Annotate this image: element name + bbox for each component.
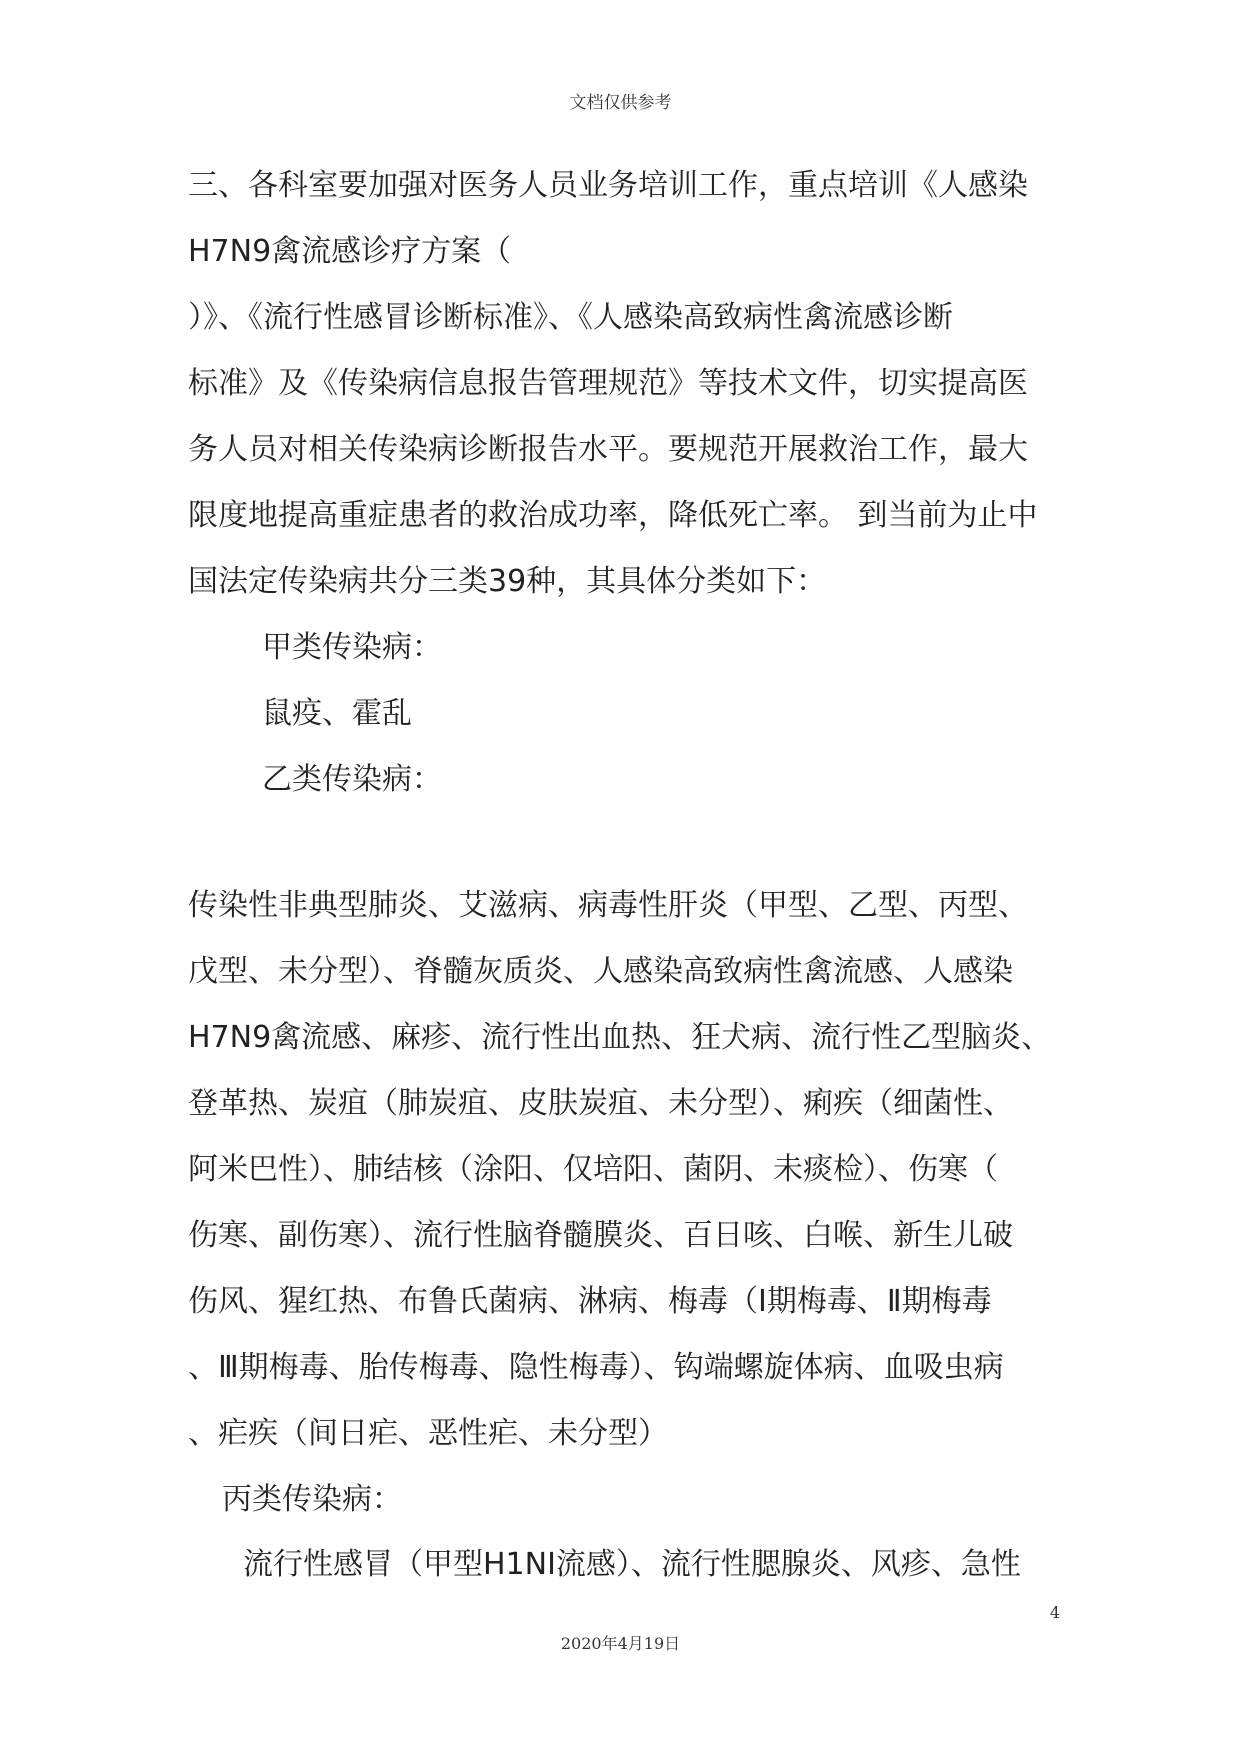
class-a-heading: 甲类传染病： bbox=[262, 630, 442, 665]
paragraph-line: 国法定传染病共分三类39种，其具体分类如下： bbox=[188, 564, 827, 599]
paragraph-line: 伤风、猩红热、布鲁氏菌病、淋病、梅毒（Ⅰ期梅毒、Ⅱ期梅毒 bbox=[188, 1284, 992, 1319]
paragraph-line: 限度地提高重症患者的救治成功率，降低死亡率。 到当前为止中 bbox=[188, 498, 1038, 533]
paragraph-line: 戊型、未分型）、脊髓灰质炎、人感染高致病性禽流感、人感染 bbox=[188, 954, 1013, 989]
class-b-heading: 乙类传染病： bbox=[262, 762, 442, 797]
paragraph-line: 、疟疾（间日疟、恶性疟、未分型） bbox=[188, 1416, 668, 1451]
class-c-content: 流行性感冒（甲型H1NI流感）、流行性腮腺炎、风疹、急性 bbox=[243, 1547, 1021, 1582]
class-c-heading: 丙类传染病： bbox=[222, 1482, 402, 1517]
section-intro bbox=[188, 153, 1058, 615]
paragraph-line: ）》、《流行性感冒诊断标准》、《人感染高致病性禽流感诊断 bbox=[188, 300, 953, 335]
page-number: 4 bbox=[1049, 1603, 1061, 1622]
paragraph-line: 标准》及《传染病信息报告管理规范》等技术文件，切实提高医 bbox=[188, 366, 1028, 401]
paragraph-line: 、Ⅲ期梅毒、胎传梅毒、隐性梅毒）、钩端螺旋体病、血吸虫病 bbox=[188, 1350, 1004, 1385]
paragraph-line: H7N9禽流感诊疗方案（ bbox=[188, 234, 512, 269]
paragraph-line: 登革热、炭疽（肺炭疽、皮肤炭疽、未分型）、痢疾（细菌性、 bbox=[188, 1086, 1013, 1121]
page-header: 文档仅供参考 bbox=[569, 93, 672, 113]
paragraph-line: 传染性非典型肺炎、艾滋病、病毒性肝炎（甲型、乙型、丙型、 bbox=[188, 888, 1028, 923]
class-a-block bbox=[262, 615, 1132, 813]
class-b-list bbox=[188, 873, 1058, 1467]
class-a-content: 鼠疫、霍乱 bbox=[262, 696, 412, 731]
paragraph-line: 三、各科室要加强对医务人员业务培训工作，重点培训《人感染 bbox=[188, 168, 1028, 203]
page-footer-date: 2020年4月19日 bbox=[560, 1634, 681, 1653]
paragraph-line: H7N9禽流感、麻疹、流行性出血热、狂犬病、流行性乙型脑炎、 bbox=[188, 1020, 1052, 1055]
paragraph-line: 阿米巴性）、肺结核（涂阳、仅培阳、菌阴、未痰检）、伤寒（ bbox=[188, 1152, 998, 1187]
paragraph-line: 务人员对相关传染病诊断报告水平。要规范开展救治工作，最大 bbox=[188, 432, 1028, 467]
paragraph-line: 伤寒、副伤寒）、流行性脑脊髓膜炎、百日咳、白喉、新生儿破 bbox=[188, 1218, 1013, 1253]
